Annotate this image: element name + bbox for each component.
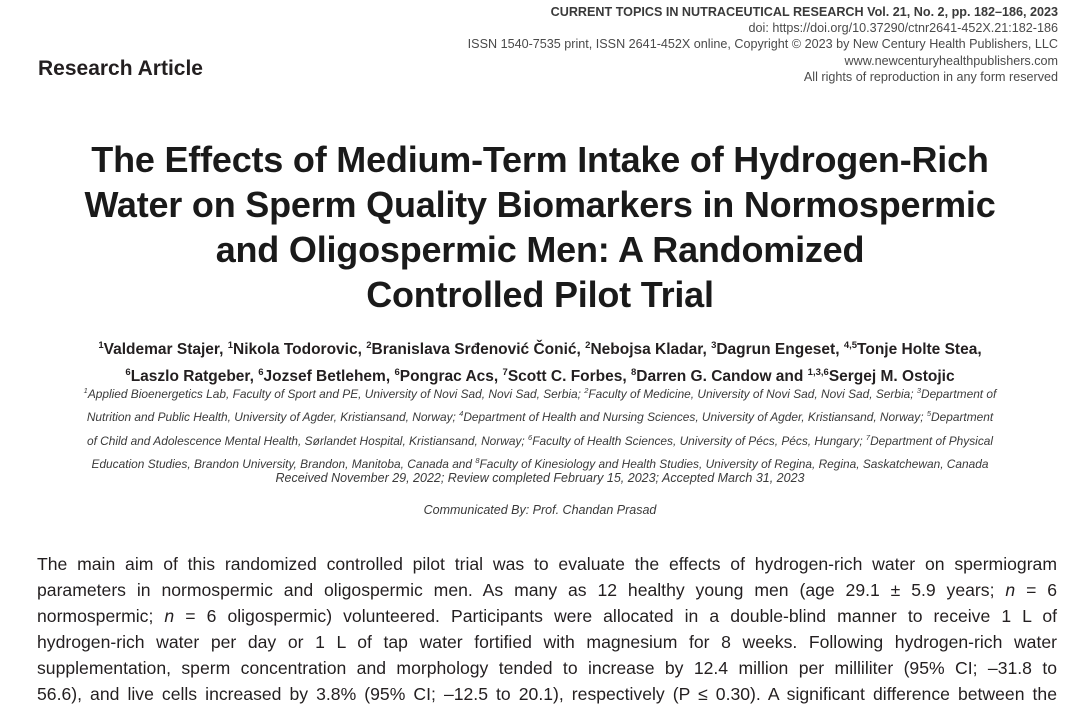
affiliation-marker: 3 xyxy=(916,386,921,395)
author-text: Branislava Srđenović Čonić, xyxy=(371,341,586,359)
publisher-website[interactable]: www.newcenturyhealthpublishers.com xyxy=(844,53,1058,68)
affiliation-text: of Child and Adolescence Mental Health, Sørlandet Hospital, Kristiansand, Norway; xyxy=(86,433,529,448)
author-marker: 1 xyxy=(98,340,104,351)
rights-notice: All rights of reproduction in any form reserved xyxy=(803,69,1058,84)
affiliation-marker: 6 xyxy=(528,432,533,442)
author-text: Dagrun Engeset, xyxy=(716,341,844,359)
author-marker: 1,3,6 xyxy=(807,367,829,379)
author-marker: 2 xyxy=(585,340,591,351)
author-text: Tonje Holte Stea, xyxy=(857,341,982,359)
affiliation-marker: 2 xyxy=(584,386,589,395)
affiliation-text: Department of Health and Nursing Sciences, University of Agder, Kristiansand, Norway; xyxy=(463,410,927,425)
author-text: Valdemar Stajer, xyxy=(103,341,228,359)
journal-citation: CURRENT TOPICS IN NUTRACEUTICAL RESEARCH Vol. 21, No. 2, pp. 182–186, 2023 xyxy=(550,5,1058,19)
affiliation-text: Department of Physical xyxy=(870,433,994,448)
title-line: Controlled Pilot Trial xyxy=(366,274,714,315)
journal-header xyxy=(468,4,1058,85)
submission-dates: Received November 29, 2022; Review completed February 15, 2023; Accepted March 31, 2023 xyxy=(275,471,805,485)
abstract xyxy=(37,551,1057,707)
communicated-by: Communicated By: Prof. Chandan Prasad xyxy=(423,503,657,517)
author-text: Sergej M. Ostojic xyxy=(828,368,955,386)
affiliation-text: Education Studies, Brandon University, Brandon, Manitoba, Canada and xyxy=(91,457,476,472)
abstract-line: 56.6), and live cells increased by 3.8% (95% CI; –12.5 to 20.1), respectively (P ≤ 0.30). A significant difference between the xyxy=(37,684,1057,704)
affiliation-marker: 1 xyxy=(83,386,88,395)
issn-copyright: ISSN 1540-7535 print, ISSN 2641-452X online, Copyright © 2023 by New Century Health Publishers, LLC xyxy=(467,37,1058,52)
author-text: Laszlo Ratgeber, xyxy=(130,368,259,386)
author-text: Darren G. Candow and xyxy=(636,368,808,386)
article-title xyxy=(0,137,1080,317)
abstract-line: supplementation, sperm concentration and morphology tended to increase by 12.4 million per milliliter (95% CI; –31.8 to xyxy=(37,658,1057,678)
affiliation-text: Department xyxy=(931,410,994,425)
abstract-line: hydrogen-rich water per day or 1 L of tap water fortified with magnesium for 8 weeks. Following hydrogen-rich water xyxy=(37,632,1057,652)
affiliations xyxy=(34,381,1046,475)
affiliation-marker: 4 xyxy=(459,409,464,419)
affiliation-marker: 8 xyxy=(475,456,480,466)
author-marker: 6 xyxy=(125,367,131,379)
author-text: Nikola Todorovic, xyxy=(233,341,367,359)
author-text: Pongrac Acs, xyxy=(399,368,503,386)
affiliation-line xyxy=(34,404,1046,427)
affiliation-line xyxy=(34,428,1046,451)
author-text: Jozsef Betlehem, xyxy=(263,368,395,386)
affiliation-text: Faculty of Health Sciences, University of Pécs, Pécs, Hungary; xyxy=(532,433,866,448)
author-text: Scott C. Forbes, xyxy=(507,368,631,386)
abstract-line: parameters in normospermic and oligospermic men. As many as 12 healthy young men (age 29.1 ± 5.9 years; n = 6 xyxy=(37,580,1058,600)
author-marker: 6 xyxy=(258,367,264,379)
affiliation-line xyxy=(34,381,1046,404)
affiliation-text: Applied Bioenergetics Lab, Faculty of Sport and PE, University of Novi Sad, Novi Sad, Serbia; xyxy=(87,386,585,401)
title-line: and Oligospermic Men: A Randomized xyxy=(215,229,865,270)
author-marker: 3 xyxy=(711,340,717,351)
title-line: Water on Sperm Quality Biomarkers in Normospermic xyxy=(84,184,996,225)
affiliation-text: Faculty of Kinesiology and Health Studies, University of Regina, Regina, Saskatchewan, Canada xyxy=(479,457,989,472)
affiliation-text: Department of xyxy=(920,386,997,401)
author-line xyxy=(0,334,1080,361)
author-marker: 2 xyxy=(366,340,372,351)
article-type-label: Research Article xyxy=(38,57,203,80)
author-text: Nebojsa Kladar, xyxy=(590,341,712,359)
author-marker: 1 xyxy=(227,340,234,351)
doi-text[interactable]: doi: https://doi.org/10.37290/ctnr2641-452X.21:182-186 xyxy=(748,21,1058,36)
author-marker: 7 xyxy=(502,367,508,379)
author-marker: 4,5 xyxy=(843,340,858,351)
abstract-line: The main aim of this randomized controlled pilot trial was to evaluate the effects of hydrogen-rich water on spermiogram xyxy=(37,554,1057,574)
affiliation-marker: 5 xyxy=(926,409,932,419)
abstract-line: normospermic; n = 6 oligospermic) volunteered. Participants were allocated in a double-blind manner to receive 1 L of xyxy=(37,606,1058,626)
affiliation-marker: 7 xyxy=(865,432,871,442)
author-marker: 8 xyxy=(630,367,637,379)
affiliation-text: Faculty of Medicine, University of Novi Sad, Novi Sad, Serbia; xyxy=(588,386,917,401)
affiliation-text: Nutrition and Public Health, University of Agder, Kristiansand, Norway; xyxy=(86,410,460,425)
author-marker: 6 xyxy=(394,367,400,379)
title-line: The Effects of Medium-Term Intake of Hydrogen-Rich xyxy=(91,139,989,180)
